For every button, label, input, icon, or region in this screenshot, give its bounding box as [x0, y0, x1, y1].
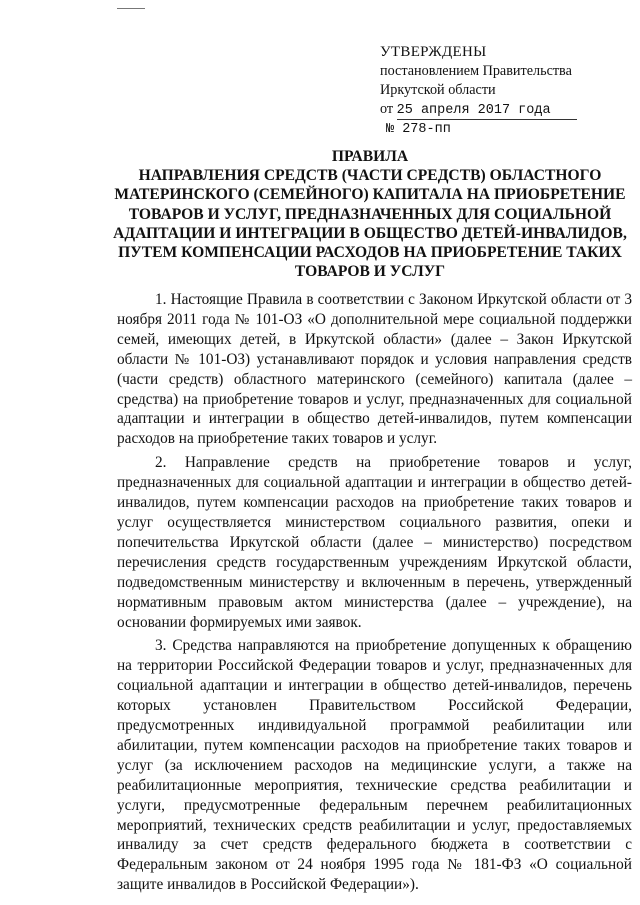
- paragraph-3: 3. Средства направляются на приобретение допущенных к обращению на территории Российской Федерации товаров и услуг, предназначенных для социальной адаптации и интеграции в общество детей-инвалидов, перечень которых установлен Правительством Российской Федерации, предусмотренных индивидуальной программой реабилитации или абилитации, путем компенсации расходов на приобретение таких товаров и услуг (за исключением расходов на медицинские услуги, а также на реабилитационные мероприятия, технические средства реабилитации и услуги, предусмотренные федеральным перечнем реабилитационных мероприятий, технических средств реабилитации и услуг, предоставляемых инвалиду за счет средств федерального бюджета в соответствии с Федеральным законом от 24 ноября 1995 года № 181-ФЗ «О социальной защите инвалидов в Российской Федерации»).: [117, 637, 632, 894]
- document-title: [110, 147, 630, 281]
- approval-issuer: постановлением Правительства: [380, 63, 572, 79]
- title-line: АДАПТАЦИИ И ИНТЕГРАЦИИ В ОБЩЕСТВО ДЕТЕЙ-ИНВАЛИДОВ,: [113, 224, 627, 242]
- approval-date: 25 апреля 2017 года: [397, 103, 577, 120]
- title-line: МАТЕРИНСКОГО (СЕМЕЙНОГО) КАПИТАЛА НА ПРИОБРЕТЕНИЕ: [114, 186, 626, 204]
- scan-artifact-line: [117, 8, 145, 9]
- title-line: НАПРАВЛЕНИЯ СРЕДСТВ (ЧАСТИ СРЕДСТВ) ОБЛАСТНОГО: [138, 167, 602, 185]
- title-line: ПРАВИЛА: [331, 148, 409, 165]
- approval-date-prefix: от: [380, 101, 394, 117]
- title-line: ТОВАРОВ И УСЛУГ: [294, 263, 446, 281]
- approval-region: Иркутской области: [380, 82, 496, 98]
- approval-stamp-block: [380, 42, 630, 139]
- approval-date-row: [380, 100, 630, 120]
- document-body: [117, 290, 632, 899]
- paragraph-1: 1. Настоящие Правила в соответствии с Законом Иркутской области от 3 ноября 2011 года № 101-ОЗ «О дополнительной мере социальной поддержки семей, имеющих детей, в Иркутской области» (далее – Закон Иркутской области № 101-ОЗ) устанавливают порядок и условия направления средств (части средств) областного материнского (семейного) капитала (далее – средства) на приобретение товаров и услуг, предназначенных для социальной адаптации и интеграции в общество детей-инвалидов, путем компенсации расходов на приобретение таких товаров и услуг.: [117, 291, 632, 448]
- title-line: ТОВАРОВ И УСЛУГ, ПРЕДНАЗНАЧЕННЫХ ДЛЯ СОЦИАЛЬНОЙ: [128, 205, 612, 223]
- approval-number: № 278-пп: [386, 122, 451, 137]
- approval-title: УТВЕРЖДЕНЫ: [380, 44, 487, 60]
- paragraph-2: 2. Направление средств на приобретение товаров и услуг, предназначенных для социальной адаптации и интеграции в общество детей-инвалидов, путем компенсации расходов на приобретение таких товаров и услуг осуществляется министерством социального развития, опеки и попечительства Иркутской области (далее – министерство) посредством перечисления средств государственным учреждениям Иркутской области, подведомственным министерству и включенным в перечень, утвержденный нормативным правовым актом министерства (далее – учреждение), на основании формируемых ими заявок.: [117, 454, 632, 631]
- title-line: ПУТЕМ КОМПЕНСАЦИИ РАСХОДОВ НА ПРИОБРЕТЕНИЕ ТАКИХ: [118, 244, 622, 262]
